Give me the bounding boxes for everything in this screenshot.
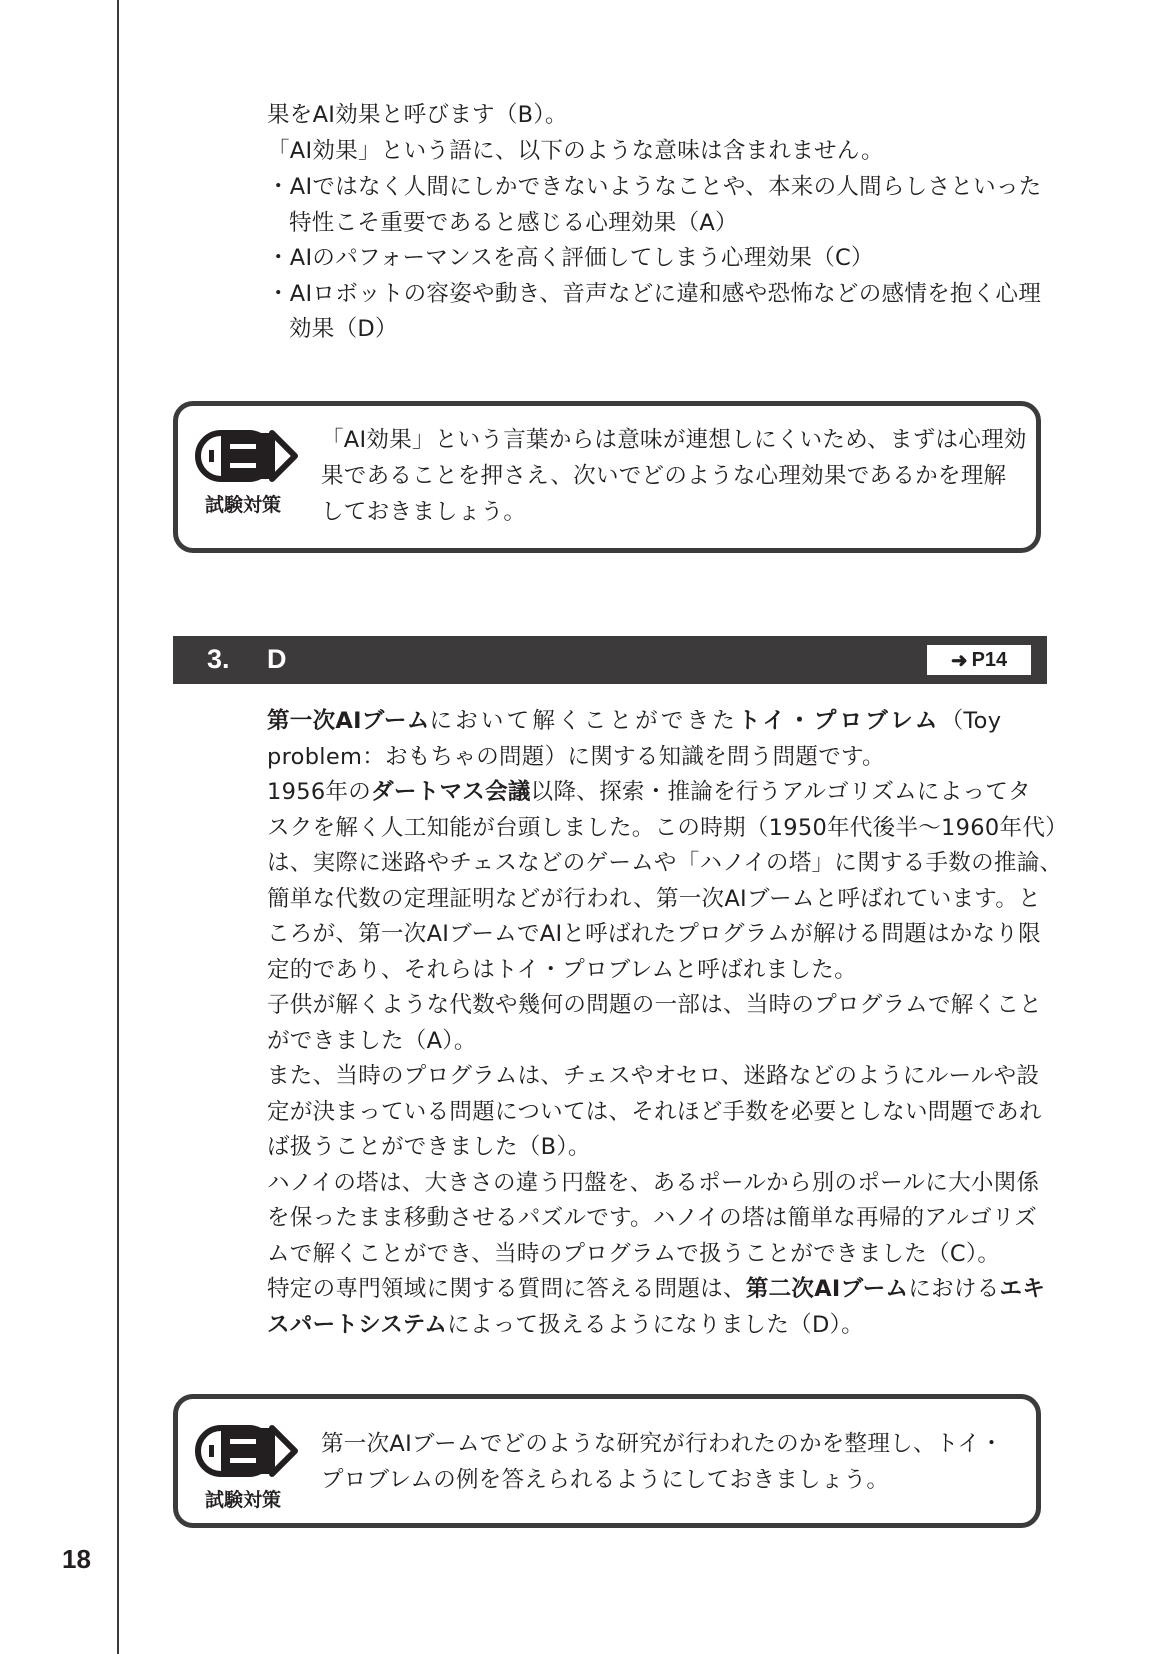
page-reference bbox=[927, 645, 1031, 675]
bullet-3-line-2: 効果（D） bbox=[289, 316, 398, 342]
body-line: ハノイの塔は、大きさの違う円盤を、あるポールから別のポールに大小関係 bbox=[267, 1170, 1040, 1196]
exam-tip-line: しておきましょう。 bbox=[321, 499, 527, 525]
intro-line-1: 果をAI効果と呼びます（B）。 bbox=[267, 102, 568, 128]
body-line: スパートシステムによって扱えるようになりました（D）。 bbox=[267, 1312, 864, 1338]
body-line: スクを解く人工知能が台頭しました。この時期（1950年代後半〜1960年代） bbox=[267, 815, 1068, 841]
body-line: ば扱うことができました（B）。 bbox=[267, 1134, 591, 1160]
exam-tip-label: 試験対策 bbox=[205, 1489, 282, 1511]
arrow-right-icon: ➜ bbox=[950, 649, 968, 672]
bullet-1-line-1: ・AIではなく人間にしかできないようなことや、本来の人間らしさといった bbox=[267, 174, 1042, 200]
body-line: ができました（A）。 bbox=[267, 1028, 477, 1054]
bullet-3-line-1: ・AIロボットの容姿や動き、音声などに違和感や恐怖などの感情を抱く心理 bbox=[267, 281, 1042, 307]
pencil-icon bbox=[195, 1425, 299, 1477]
exam-tip-line: 「AI効果」という言葉からは意味が連想しにくいため、まずは心理効 bbox=[321, 427, 1027, 453]
exam-tip-line: 第一次AIブームでどのような研究が行われたのかを整理し、トイ・ bbox=[321, 1431, 1004, 1457]
body-line: problem：おもちゃの問題）に関する知識を問う問題です。 bbox=[267, 744, 885, 770]
body-line: 定的であり、それらはトイ・プロブレムと呼ばれました。 bbox=[267, 957, 857, 983]
body-line: 第一次AIブームにおいて解くことができたトイ・プロブレム（Toy bbox=[267, 708, 1002, 734]
exam-tip-label: 試験対策 bbox=[205, 494, 282, 516]
body-line: 定が決まっている問題については、それほど手数を必要としない問題であれ bbox=[267, 1099, 1042, 1125]
body-line: 子供が解くような代数や幾何の問題の一部は、当時のプログラムで解くこと bbox=[267, 992, 1042, 1018]
bullet-1-line-2: 特性こそ重要であると感じる心理効果（A） bbox=[289, 210, 738, 236]
intro-line-2: 「AI効果」という語に、以下のような意味は含まれません。 bbox=[267, 138, 884, 164]
body-line: ムで解くことができ、当時のプログラムで扱うことができました（C）。 bbox=[267, 1241, 1001, 1267]
body-line: 1956年のダートマス会議以降、探索・推論を行うアルゴリズムによってタ bbox=[267, 779, 1031, 805]
body-line: 特定の専門領域に関する質問に答える問題は、第二次AIブームにおけるエキ bbox=[267, 1276, 1046, 1302]
page-reference-label: P14 bbox=[971, 648, 1008, 671]
exam-tip-box bbox=[173, 1394, 1041, 1528]
margin-rule bbox=[117, 0, 119, 1654]
page-number: 18 bbox=[62, 1544, 91, 1574]
body-line: 簡単な代数の定理証明などが行われ、第一次AIブームと呼ばれています。と bbox=[267, 886, 1041, 912]
body-line: ころが、第一次AIブームでAIと呼ばれたプログラムが解ける問題はかなり限 bbox=[267, 921, 1041, 947]
answer-letter: D bbox=[267, 644, 287, 674]
body-line: は、実際に迷路やチェスなどのゲームや「ハノイの塔」に関する手数の推論、 bbox=[267, 850, 1063, 876]
body-line: また、当時のプログラムは、チェスやオセロ、迷路などのようにルールや設 bbox=[267, 1063, 1040, 1089]
pencil-icon bbox=[195, 430, 299, 482]
question-number: 3. bbox=[207, 644, 230, 674]
section-header bbox=[173, 636, 1047, 684]
bullet-2-line-1: ・AIのパフォーマンスを高く評価してしまう心理効果（C） bbox=[267, 245, 874, 271]
exam-tip-line: プロブレムの例を答えられるようにしておきましょう。 bbox=[321, 1467, 890, 1493]
body-line: を保ったまま移動させるパズルです。ハノイの塔は簡単な再帰的アルゴリズ bbox=[267, 1205, 1038, 1231]
exam-tip-box bbox=[173, 401, 1041, 553]
exam-tip-line: 果であることを押さえ、次いでどのような心理効果であるかを理解 bbox=[321, 463, 1007, 489]
